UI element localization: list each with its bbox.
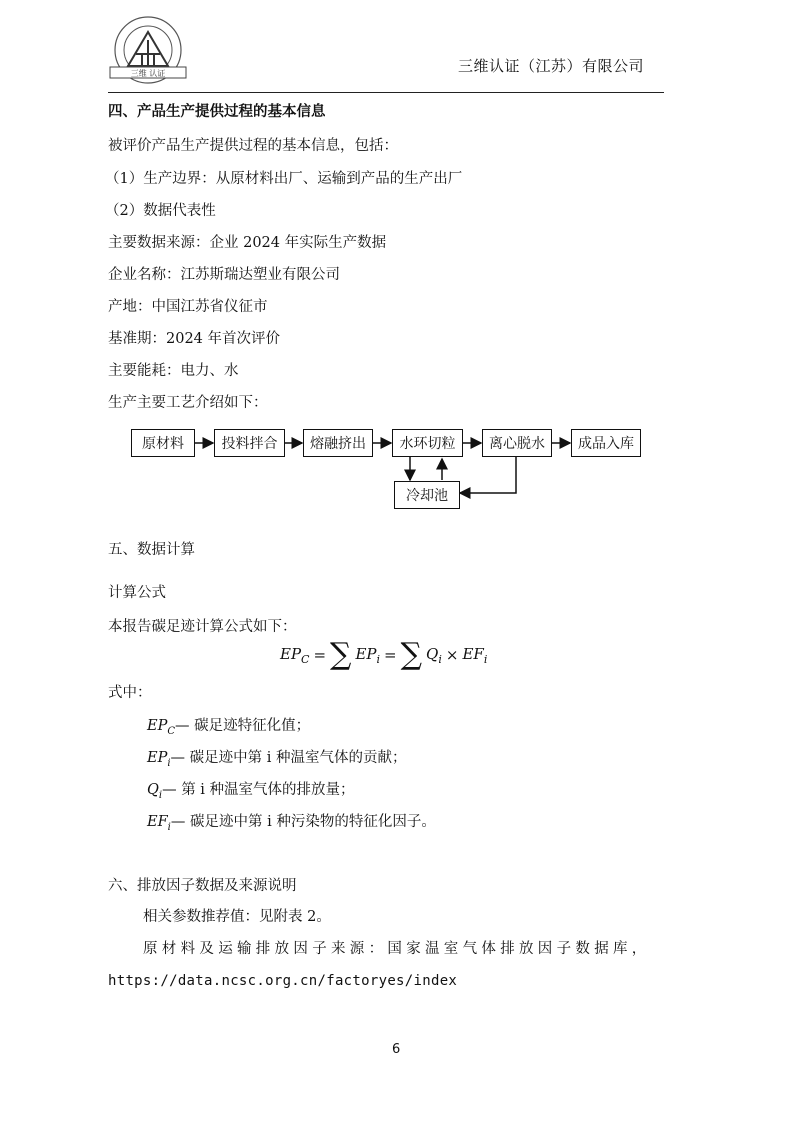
arrow-dewater-to-cooling: [460, 457, 516, 493]
section5-subtitle: 计算公式: [108, 585, 166, 601]
database-url[interactable]: https://data.ncsc.org.cn/factoryes/index: [108, 973, 458, 989]
company-info: 企业名称：江苏斯瑞达塑业有限公司: [108, 267, 340, 283]
period-info: 基准期：2024 年首次评价: [108, 331, 281, 347]
origin-info: 产地：中国江苏省仪征市: [108, 299, 268, 315]
definition-epc: $EP_C—$ 碳足迹特征化值；: [147, 718, 311, 737]
logo-banner-text: 三维 认证: [130, 69, 166, 78]
section4-item2: （2）数据代表性: [105, 203, 216, 219]
times-symbol: ×: [445, 646, 459, 664]
section4-item1: （1）生产边界：从原材料出厂、运输到产品的生产出厂: [105, 171, 463, 187]
flow-step-cooling-pool: 冷却池: [394, 481, 460, 509]
sum-symbol: ∑: [400, 637, 423, 672]
definition-qi: $Q_i—$ 第 i 种温室气体的排放量；: [147, 782, 355, 801]
page-number: 6: [392, 1042, 401, 1057]
carbon-footprint-formula: $EP_C$ = ∑ $EP_i$ = ∑ $Q_i$ × $EF_i$: [280, 637, 488, 672]
section4-title: 四、产品生产提供过程的基本信息: [108, 104, 326, 120]
data-source: 主要数据来源：企业 2024 年实际生产数据: [108, 235, 387, 251]
section6-title: 六、排放因子数据及来源说明: [108, 878, 297, 894]
where-label: 式中：: [108, 685, 152, 701]
flow-step-pelletizing: 水环切粒: [392, 429, 463, 457]
sum-symbol: ∑: [330, 637, 352, 672]
definition-epi: $EP_i—$ 碳足迹中第 i 种温室气体的贡献；: [147, 750, 407, 769]
formula-intro: 本报告碳足迹计算公式如下：: [108, 619, 297, 635]
process-intro: 生产主要工艺介绍如下：: [108, 395, 268, 411]
flow-step-extrusion: 熔融挤出: [303, 429, 373, 457]
company-name: 三维认证（江苏）有限公司: [458, 57, 645, 75]
flow-step-raw-material: 原材料: [131, 429, 195, 457]
flow-step-mixing: 投料拌合: [214, 429, 285, 457]
flow-step-warehousing: 成品入库: [571, 429, 641, 457]
section4-intro: 被评价产品生产提供过程的基本信息，包括：: [108, 138, 398, 154]
flow-step-dewatering: 离心脱水: [482, 429, 552, 457]
section5-title: 五、数据计算: [108, 542, 195, 558]
sources-note: 原材料及运输排放因子来源：国家温室气体排放因子数据库，: [143, 941, 651, 957]
definition-efi: $EF_i—$ 碳足迹中第 i 种污染物的特征化因子。: [147, 814, 436, 833]
params-note: 相关参数推荐值：见附表 2。: [143, 909, 331, 925]
energy-info: 主要能耗：电力、水: [108, 363, 239, 379]
